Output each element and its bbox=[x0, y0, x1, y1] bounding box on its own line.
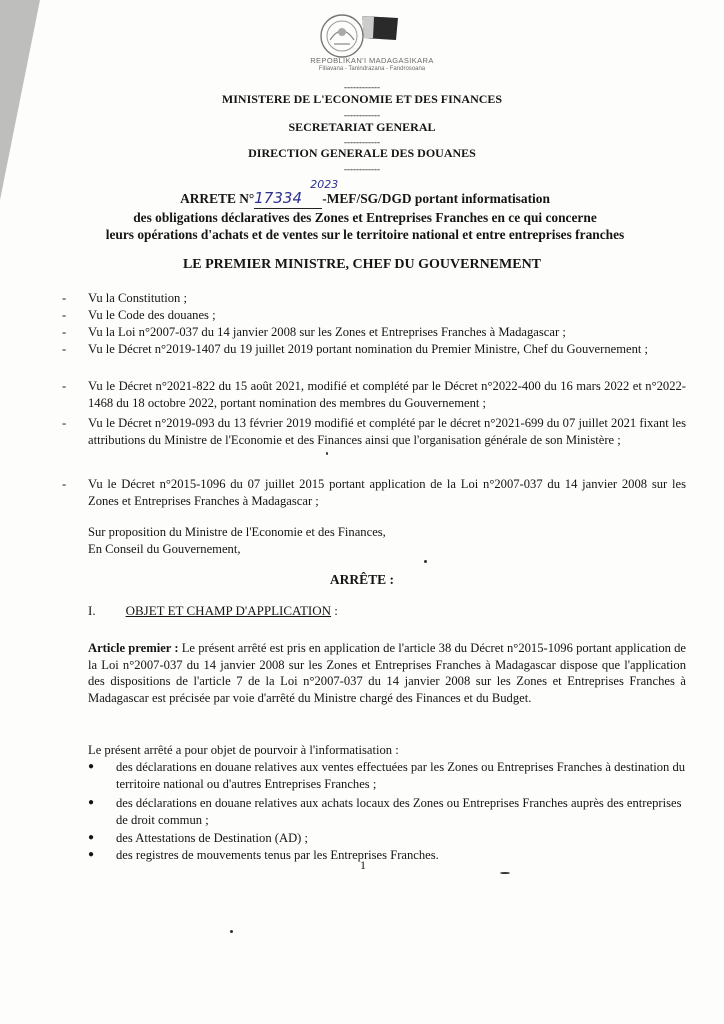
title-line-3: leurs opérations d'achats et de ventes sur le territoire national et entre entreprises franches bbox=[105, 227, 625, 242]
visa-item: - Vu le Décret n°2015-1096 du 07 juillet 2015 portant application de la Loi n°2007-037 du 14 janvier 2008 sur les Zones et Entreprises Franches à Madagascar ; bbox=[62, 477, 686, 508]
article-label: Article premier : bbox=[88, 641, 179, 655]
visa-item: - Vu le Code des douanes ; bbox=[62, 308, 216, 322]
flag-icon bbox=[360, 14, 400, 42]
conseil-line: En Conseil du Gouvernement, bbox=[88, 542, 241, 556]
scan-speck bbox=[424, 560, 427, 563]
article-premier bbox=[88, 640, 686, 706]
section-heading: I. OBJET ET CHAMP D'APPLICATION : bbox=[88, 603, 338, 618]
document-title bbox=[60, 178, 670, 243]
separator: ------------ bbox=[344, 110, 380, 120]
separator: ------------ bbox=[344, 164, 380, 174]
visa-item: - Vu le Décret n°2019-093 du 13 février 2019 modifié et complété par le décret n°2021-699 du 07 juillet 2021 fixant les attributions du Ministre de l'Economie et des Finances ainsi que l'organisation générale de son Ministère ; bbox=[62, 416, 686, 447]
visa-item: - Vu la Constitution ; bbox=[62, 291, 187, 305]
separator: ------------ bbox=[344, 82, 380, 92]
handwritten-year: 2023 bbox=[310, 178, 339, 191]
page-number: 1 bbox=[360, 858, 366, 872]
section-title: OBJET ET CHAMP D'APPLICATION bbox=[125, 603, 332, 618]
handwritten-number: 17334 bbox=[254, 189, 302, 207]
objet-intro: Le présent arrêté a pour objet de pourvoir à l'informatisation : bbox=[88, 743, 399, 757]
title-line-1: ARRETE N°17334 2023 -MEF/SG/DGD portant informatisation bbox=[180, 178, 550, 207]
arrete-number-field bbox=[254, 178, 339, 209]
list-item: ● des déclarations en douane relatives aux achats locaux des Zones ou Entreprises Franches auprès des entreprises de droit commun ; bbox=[88, 796, 682, 827]
republic-banner bbox=[277, 56, 467, 74]
scan-speck bbox=[326, 452, 328, 455]
list-item: ● des registres de mouvements tenus par les Entreprises Franches. bbox=[88, 848, 439, 862]
list-item: ● des déclarations en douane relatives aux ventes effectuées par les Zones ou Entreprises Franches à destination du territoire national ou d'autres Entreprises Franches ; bbox=[88, 760, 686, 791]
scan-speck bbox=[500, 872, 510, 874]
ministry-heading: MINISTERE DE L'ECONOMIE ET DES FINANCES bbox=[221, 92, 503, 106]
visa-item: - Vu la Loi n°2007-037 du 14 janvier 2008 sur les Zones et Entreprises Franches à Madagascar ; bbox=[62, 325, 566, 339]
visa-item: - Vu le Décret n°2019-1407 du 19 juillet 2019 portant nomination du Premier Ministre, Chef du Gouvernement ; bbox=[62, 342, 649, 356]
direction-heading: DIRECTION GENERALE DES DOUANES bbox=[248, 146, 476, 160]
scan-speck bbox=[230, 930, 233, 933]
separator: ------------ bbox=[344, 137, 380, 147]
authority-heading: LE PREMIER MINISTRE, CHEF DU GOUVERNEMENT bbox=[182, 257, 542, 272]
arrete-heading: ARRÊTE : bbox=[329, 572, 395, 587]
secretariat-heading: SECRETARIAT GENERAL bbox=[288, 120, 436, 134]
proposition-line: Sur proposition du Ministre de l'Economie et des Finances, bbox=[88, 525, 386, 539]
article-text: Le présent arrêté est pris en application de l'article 38 du Décret n°2015-1096 portant application de la Loi n°2007-037 du 14 janvier 2008 sur les Zones et Entreprises Franches à Madagascar dispose que l'application des dispositions de l'article 7 de la Loi n°2007-037 du 14 janvier 2008 sur les Zones et Entreprises Franches à Madagascar est précisée par voie d'arrêté du Ministre chargé des Finances et du Budget. bbox=[88, 641, 686, 705]
republic-name: REPOBLIKAN'I MADAGASIKARA bbox=[310, 56, 434, 65]
republic-motto: Fitiavana - Tanindrazana - Fandrosoana bbox=[318, 66, 426, 72]
list-item: ● des Attestations de Destination (AD) ; bbox=[88, 831, 309, 845]
visa-item: - Vu le Décret n°2021-822 du 15 août 2021, modifié et complété par le Décret n°2022-400 du 16 mars 2022 et n°2022-1468 du 18 octobre 2022, portant nomination des membres du Gouvernement ; bbox=[62, 379, 686, 410]
title-line-2: des obligations déclaratives des Zones et Entreprises Franches en ce qui concerne bbox=[133, 210, 597, 225]
